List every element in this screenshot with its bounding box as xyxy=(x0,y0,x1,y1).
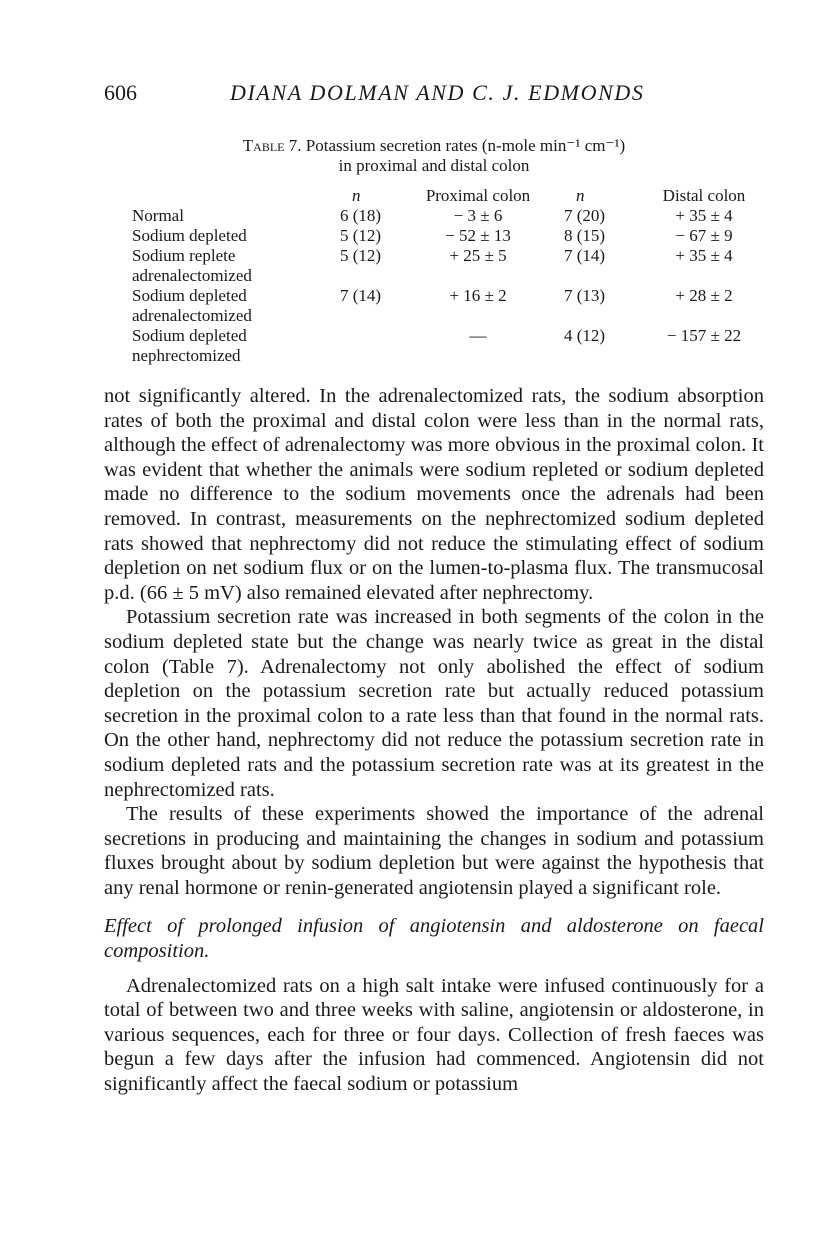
n-distal: 7 (13) xyxy=(564,286,606,305)
distal-value: + 28 ± 2 xyxy=(675,286,733,305)
distal-value: + 35 ± 4 xyxy=(675,246,733,265)
table-row xyxy=(132,226,762,246)
table-caption-line-2: in proximal and distal colon xyxy=(338,156,530,175)
table-row xyxy=(132,286,762,306)
paragraph: not significantly altered. In the adrenalectomized rats, the sodium absorption rates of both the proximal and distal colon were less than in the normal rats, although the effect of adrenalectomy was more obvious in the proximal colon. It was evident that whether the animals were sodium repleted or sodium depleted made no difference to the sodium movements once the adrenals had been removed. In contrast, measurements on the nephrectomized sodium depleted rats showed that nephrectomy did not reduce the stimulating effect of sodium depletion on net sodium flux or on the lumen-to-plasma flux. The transmucosal p.d. (66 ± 5 mV) also remained elevated after nephrectomy. xyxy=(104,385,764,604)
n-distal: 7 (20) xyxy=(564,206,606,225)
header-distal-colon: Distal colon xyxy=(662,186,746,205)
header-n-distal: n xyxy=(576,186,585,205)
row-label: Sodium depleted xyxy=(132,226,247,245)
paragraph: The results of these experiments showed the importance of the adrenal secretions in producing and maintaining the changes in sodium and potassium fluxes brought about by sodium depletion but were against the hypothesis that any renal hormone or renin-generated angiotensin played a significant role. xyxy=(104,803,764,899)
table-row xyxy=(132,206,762,226)
row-label: Normal xyxy=(132,206,184,225)
distal-value: + 35 ± 4 xyxy=(675,206,733,225)
page-number: 606 xyxy=(104,80,137,105)
table-caption-text: Potassium secretion rates (n-mole min⁻¹ cm⁻¹) xyxy=(305,136,626,155)
n-proximal: 6 (18) xyxy=(340,206,382,225)
row-label: Sodium replete xyxy=(132,246,236,265)
table-row xyxy=(132,326,762,346)
table-row-continuation xyxy=(132,346,762,366)
row-label: Sodium depleted xyxy=(132,326,247,345)
n-distal: 7 (14) xyxy=(564,246,606,265)
paragraph: Potassium secretion rate was increased in both segments of the colon in the sodium depleted state but the change was nearly twice as great in the distal colon (Table 7). Adrenalectomy not only abolished the effect of sodium depletion on the potassium secretion rate but actually reduced potassium secretion in the proximal colon to a rate less than that found in the normal rats. On the other hand, nephrectomy did not reduce the potassium secretion rate in sodium depleted rats and the potassium secretion rate was at its greatest in the nephrectomized rats. xyxy=(104,606,764,801)
proximal-value: − 3 ± 6 xyxy=(453,206,503,225)
proximal-value: — xyxy=(469,326,487,345)
table-caption xyxy=(104,136,764,176)
header-n-proximal: n xyxy=(352,186,361,205)
table-row-continuation xyxy=(132,266,762,286)
proximal-value: − 52 ± 13 xyxy=(445,226,511,245)
n-proximal: 7 (14) xyxy=(340,286,382,305)
distal-value: − 157 ± 22 xyxy=(666,326,742,345)
row-label: Sodium depleted xyxy=(132,286,247,305)
section-heading: Effect of prolonged infusion of angiotensin and aldosterone on faecal composition. xyxy=(104,915,764,963)
row-label-continued: adrenalectomized xyxy=(132,266,252,285)
proximal-value: + 16 ± 2 xyxy=(449,286,507,305)
n-proximal: 5 (12) xyxy=(340,226,382,245)
table-caption-line-1 xyxy=(104,136,764,156)
distal-value: − 67 ± 9 xyxy=(675,226,733,245)
paragraph: Adrenalectomized rats on a high salt intake were infused continuously for a total of between two and three weeks with saline, angiotensin or aldosterone, in various sequences, each for three or four days. Collection of fresh faeces was begun a few days after the infusion had commenced. Angiotensin did not significantly affect the faecal sodium or potassium xyxy=(104,974,764,1096)
row-label-continued: adrenalectomized xyxy=(132,306,252,325)
row-label-continued: nephrectomized xyxy=(132,346,241,365)
table-row-continuation xyxy=(132,306,762,326)
body-text xyxy=(104,384,764,1097)
table-label: Table 7. xyxy=(242,136,302,155)
table-header-row xyxy=(132,186,762,206)
potassium-secretion-table xyxy=(132,186,762,366)
table-row xyxy=(132,246,762,266)
running-header xyxy=(104,80,764,110)
n-distal: 8 (15) xyxy=(564,226,606,245)
header-proximal-colon: Proximal colon xyxy=(425,186,531,205)
running-head-authors: DIANA DOLMAN AND C. J. EDMONDS xyxy=(230,80,645,105)
n-distal: 4 (12) xyxy=(564,326,606,345)
n-proximal: 5 (12) xyxy=(340,246,382,265)
proximal-value: + 25 ± 5 xyxy=(449,246,507,265)
